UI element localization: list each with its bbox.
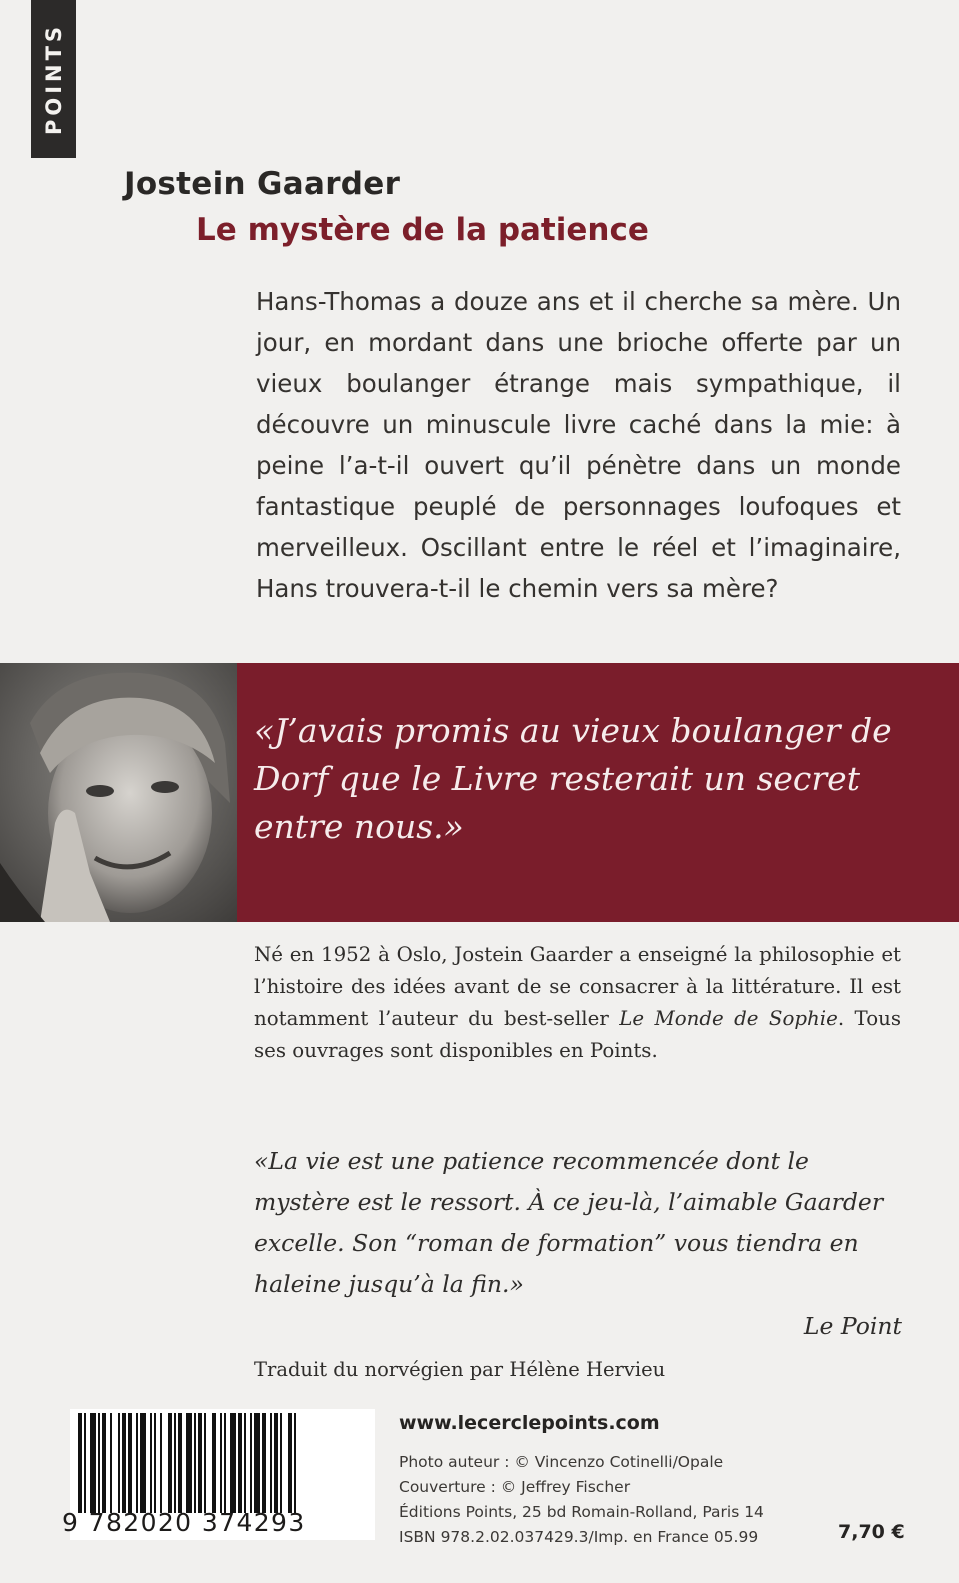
synopsis-text: Hans-Thomas a douze ans et il cherche sa mère. Un jour, en mordant dans une brioche offerte par un vieux boulanger étrange mais sympathique, il découvre un minuscule livre caché dans la mie: à peine l’a-t-il ouvert qu’il pénètre dans un monde fantastique peuplé de personnages loufoques et merveilleux. Oscillant entre le réel et l’imaginaire, Hans trouvera-t-il le chemin vers sa mère? <box>256 287 901 603</box>
publisher-website[interactable]: www.lecerclepoints.com <box>399 1412 660 1434</box>
price: 7,70 € <box>838 1521 905 1543</box>
barcode-bar <box>90 1413 96 1513</box>
barcode-bar <box>122 1413 126 1513</box>
barcode-bar <box>224 1413 226 1513</box>
barcode-bar <box>238 1413 242 1513</box>
credit-isbn: ISBN 978.2.02.037429.3/Imp. en France 05.99 <box>399 1528 759 1546</box>
press-review-quote: «La vie est une patience recommencée dont le mystère est le ressort. À ce jeu-là, l’aimable Gaarder excelle. Son “roman de formation” vous tiendra en haleine jusqu’à la fin.» <box>254 1147 884 1298</box>
credits-block <box>399 1450 764 1550</box>
author-name: Jostein Gaarder <box>124 166 401 202</box>
barcode-bar <box>154 1413 156 1513</box>
barcode-bar <box>118 1413 120 1513</box>
barcode-bar <box>168 1413 172 1513</box>
barcode-bar <box>78 1413 82 1513</box>
author-photo <box>0 663 237 922</box>
author-bio <box>254 939 901 1067</box>
barcode-bar <box>174 1413 176 1513</box>
barcode-bar <box>136 1413 138 1513</box>
credit-publisher-address: Éditions Points, 25 bd Romain-Rolland, Paris 14 <box>399 1503 764 1521</box>
barcode-bar <box>140 1413 146 1513</box>
barcode-bar <box>212 1413 216 1513</box>
barcode-bar <box>254 1413 260 1513</box>
barcode-bar <box>102 1413 106 1513</box>
barcode-bar <box>244 1413 246 1513</box>
barcode-bar <box>194 1413 196 1513</box>
barcode-bars <box>70 1409 375 1517</box>
barcode-bar <box>220 1413 222 1513</box>
barcode-bar <box>160 1413 162 1513</box>
barcode-bar <box>178 1413 182 1513</box>
barcode-bar <box>128 1413 132 1513</box>
credit-cover: Couverture : © Jeffrey Fischer <box>399 1478 631 1496</box>
barcode-bar <box>98 1413 100 1513</box>
barcode-bar <box>288 1413 292 1513</box>
barcode-bar <box>150 1413 152 1513</box>
barcode-bar <box>294 1413 296 1513</box>
barcode-bar <box>84 1413 86 1513</box>
publisher-tab <box>31 0 76 158</box>
bio-text-after: . Tous ses ouvrages sont disponibles en Points. <box>254 1007 902 1062</box>
barcode-bar <box>198 1413 202 1513</box>
barcode-bar <box>250 1413 252 1513</box>
barcode-bar <box>262 1413 266 1513</box>
barcode-bar <box>230 1413 236 1513</box>
barcode-bar <box>110 1413 112 1513</box>
publisher-logo-text: POINTS <box>41 22 66 136</box>
press-review-source: Le Point <box>803 1312 902 1340</box>
barcode-number: 9 782020 374293 <box>62 1508 306 1537</box>
bio-book-title: Le Monde de Sophie <box>619 1007 838 1030</box>
credit-photo: Photo auteur : © Vincenzo Cotinelli/Opale <box>399 1453 724 1471</box>
barcode-bar <box>204 1413 206 1513</box>
translator-credit: Traduit du norvégien par Hélène Hervieu <box>254 1358 666 1381</box>
barcode-bar <box>270 1413 272 1513</box>
barcode-bar <box>274 1413 278 1513</box>
barcode-bar <box>186 1413 192 1513</box>
pull-quote: «J’avais promis au vieux boulanger de Dorf que le Livre resterait un secret entre nous.» <box>254 711 892 846</box>
barcode-bar <box>280 1413 282 1513</box>
bio-text-before: Né en 1952 à Oslo, Jostein Gaarder a enseigné la philosophie et l’histoire des idées avant de se consacrer à la littérature. Il est notamment l’auteur du best-seller <box>254 943 901 1030</box>
book-title: Le mystère de la patience <box>196 212 649 248</box>
